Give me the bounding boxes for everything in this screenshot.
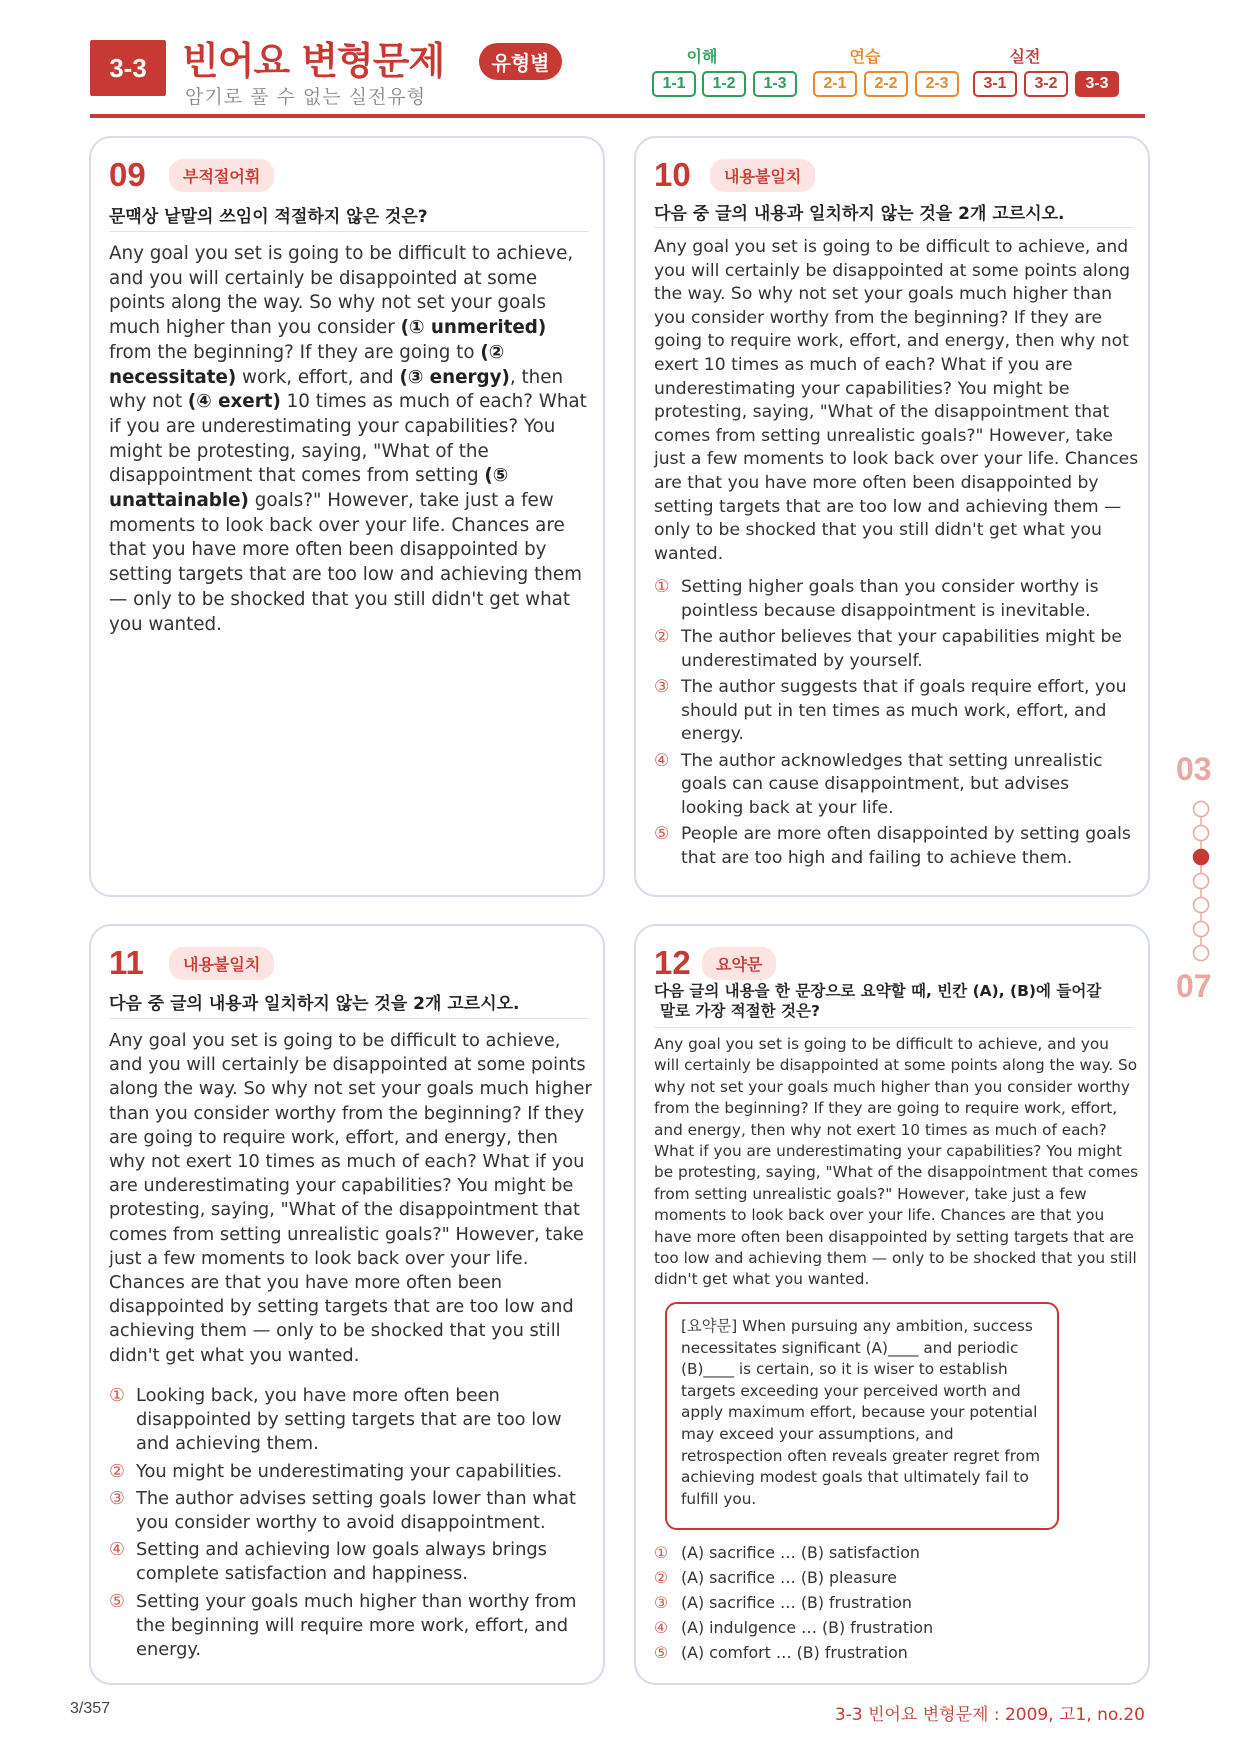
- step-button-2-1[interactable]: 2-1: [813, 71, 857, 97]
- option-number: ④: [654, 750, 670, 771]
- answer-options: [654, 1540, 1124, 1665]
- passage-text: Any goal you set is going to be difficult to achieve, and you will certainly be disappointed at some points along the way. So why not set your goals much higher than you consider worthy from the beginning? If they are going to require work, effort, and energy, then why not exert 10 times as much of each? What if you are underestimating your capabilities? You might be protesting, saying, "What of the disappointment that comes from setting unrealistic goals?" However, take just a few moments to look back over your life. Chances are that you have more often been disappointed by setting targets that are too low and achieving them — only to be shocked that you still didn't get what you wanted.: [654, 1035, 1139, 1289]
- answer-option[interactable]: [654, 676, 1134, 747]
- side-nav-end: 07: [1176, 968, 1212, 1004]
- page-title: 빈어요 변형문제: [182, 39, 445, 83]
- side-nav-dot[interactable]: [1194, 826, 1209, 841]
- question-prompt: 문맥상 낱말의 쓰임이 적절하지 않은 것은?: [109, 207, 428, 227]
- question-prompt-line: 말로 가장 적절한 것은?: [660, 1002, 820, 1020]
- option-text: You might be underestimating your capabilities.: [136, 1460, 563, 1482]
- passage-segment: , then why not: [109, 366, 564, 413]
- option-number: ⑤: [654, 824, 670, 844]
- answer-option[interactable]: [109, 1487, 589, 1535]
- passage-text: Any goal you set is going to be difficult to achieve, and you will certainly be disappointed at some points along the way. So why not set your goals much higher than you consider worthy from the beginning? If they are going to require work, effort, and energy, then why not exert 10 times as much of each? What if you are underestimating your capabilities? You might be protesting, saying, "What of the disappointment that comes from setting unrealistic goals?" However, take just a few moments to look back over your life. Chances are that you have more often been disappointed by setting targets that are too low and achieving them — only to be shocked that you still didn't get what you wanted.: [109, 1030, 592, 1366]
- option-text: The author advises setting goals lower than what you consider worthy to avoid disappointment.: [136, 1487, 576, 1534]
- side-nav-start: 03: [1176, 751, 1212, 787]
- side-nav-dot[interactable]: [1194, 922, 1209, 937]
- question-type-tag: 부적절어휘: [169, 159, 274, 192]
- stage-label: 이해: [686, 47, 718, 66]
- underlined-choice: (② necessitate): [109, 341, 505, 388]
- option-number: ③: [654, 1593, 669, 1612]
- page-number: 3/357: [70, 1700, 111, 1717]
- answer-option[interactable]: [654, 1615, 1124, 1640]
- side-nav-track: [1186, 800, 1216, 964]
- side-nav-dot[interactable]: [1194, 874, 1209, 889]
- answer-option[interactable]: [109, 1384, 589, 1457]
- answer-option[interactable]: [109, 1538, 589, 1586]
- option-text: (A) sacrifice … (B) frustration: [681, 1593, 912, 1612]
- question-prompt: 다음 중 글의 내용과 일치하지 않는 것을 2개 고르시오.: [109, 994, 520, 1014]
- question-type-tag: 내용불일치: [169, 947, 274, 980]
- option-text: The author acknowledges that setting unrealistic goals can cause disappointment, but advises looking back at your life.: [681, 750, 1103, 818]
- option-text: People are more often disappointed by setting goals that are too high and failing to achieve them.: [681, 824, 1131, 868]
- answer-options: [654, 576, 1134, 873]
- question-prompt: [654, 981, 1101, 1021]
- type-badge: 유형별: [479, 43, 562, 80]
- question-divider: [109, 1018, 589, 1019]
- question-prompt: 다음 중 글의 내용과 일치하지 않는 것을 2개 고르시오.: [654, 204, 1065, 224]
- question-divider: [654, 1027, 1134, 1028]
- underlined-choice: (① unmerited): [400, 317, 547, 339]
- option-text: The author believes that your capabilities might be underestimated by yourself.: [681, 627, 1122, 671]
- answer-option[interactable]: [109, 1460, 589, 1484]
- option-number: ④: [109, 1539, 125, 1561]
- option-text: (A) sacrifice … (B) satisfaction: [681, 1543, 920, 1562]
- stage-label: 실전: [1009, 47, 1041, 66]
- step-button-3-2[interactable]: 3-2: [1024, 71, 1068, 97]
- passage-text: Any goal you set is going to be difficult to achieve, and you will certainly be disappointed at some points along the way. So why not set your goals much higher than you consider worthy from the beginning? If they are going to require work, effort, and energy, then why not exert 10 times as much of each? What if you are underestimating your capabilities? You might be protesting, saying, "What of the disappointment that comes from setting unrealistic goals?" However, take just a few moments to look back over your life. Chances are that you have more often been disappointed by setting targets that are too low and achieving them — only to be shocked that you still didn't get what you wanted.: [654, 237, 1139, 564]
- question-number: 11: [109, 944, 144, 981]
- answer-option[interactable]: [654, 750, 1134, 821]
- answer-options: [109, 1384, 589, 1665]
- answer-option[interactable]: [654, 626, 1134, 673]
- option-number: ①: [109, 1385, 125, 1406]
- summary-box: [요약문] When pursuing any ambition, success necessitates significant (A)____ and periodic (B)____ is certain, so it is wiser to establish targets exceeding your perceived worth and apply maximum effort, because your potential may exceed your assumptions, and retrospection often reveals greater regret from achieving modest goals that ultimately fail to fulfill you.: [665, 1302, 1059, 1530]
- question-number: 10: [654, 156, 691, 193]
- option-number: ②: [109, 1460, 125, 1482]
- question-card-11: [89, 924, 605, 1685]
- step-button-3-1[interactable]: 3-1: [973, 71, 1017, 97]
- underlined-choice: (④ exert): [187, 391, 281, 413]
- option-number: ⑤: [109, 1590, 125, 1612]
- step-button-1-1[interactable]: 1-1: [652, 71, 696, 97]
- answer-option[interactable]: [109, 1590, 589, 1663]
- question-type-tag: 요약문: [702, 947, 776, 980]
- answer-option[interactable]: [654, 1590, 1124, 1615]
- answer-option[interactable]: [654, 1640, 1124, 1665]
- side-nav-dot[interactable]: [1194, 898, 1209, 913]
- step-button-2-2[interactable]: 2-2: [864, 71, 908, 97]
- passage-segment: goals?" However, take just a few moments to look back over your life. Chances are that you have more often been disappointed by setting targets that are too low and achieving them — only to be shocked that you still didn't get what you wanted.: [109, 490, 582, 635]
- option-number: ②: [654, 1568, 669, 1587]
- passage-segment: 10 times as much of each? What if you are underestimating your capabilities? You might be protesting, saying, "What of the disappointment that comes from setting: [109, 391, 587, 487]
- answer-option[interactable]: [654, 1565, 1124, 1590]
- answer-option[interactable]: [654, 823, 1134, 870]
- question-card-10: [634, 136, 1150, 897]
- stage-label: 연습: [849, 47, 881, 66]
- unit-badge: 3-3: [90, 40, 166, 96]
- side-nav-dot[interactable]: [1194, 802, 1209, 817]
- option-number: ④: [654, 1618, 669, 1637]
- option-number: ③: [109, 1487, 125, 1509]
- step-button-2-3[interactable]: 2-3: [915, 71, 959, 97]
- option-text: (A) indulgence … (B) frustration: [681, 1618, 934, 1637]
- option-number: ①: [654, 577, 670, 597]
- passage-segment: Any goal you set is going to be difficult to achieve, and you will certainly be disappointed at some points along the way. So why not set your goals much higher than you consider: [109, 243, 574, 339]
- question-divider: [109, 231, 589, 232]
- answer-option[interactable]: [654, 1540, 1124, 1565]
- underlined-choice: (③ energy): [399, 366, 510, 388]
- question-card-12: [634, 924, 1150, 1685]
- option-number: ③: [654, 677, 670, 697]
- passage-segment: from the beginning? If they are going to: [109, 341, 481, 363]
- step-button-1-3[interactable]: 1-3: [753, 71, 797, 97]
- passage-segment: work, effort, and: [236, 366, 400, 388]
- side-nav-dot-active[interactable]: [1194, 850, 1209, 865]
- option-text: (A) comfort … (B) frustration: [681, 1643, 908, 1662]
- question-divider: [654, 227, 1134, 228]
- source-reference: 3-3 빈어요 변형문제 : 2009, 고1, no.20: [834, 1705, 1145, 1725]
- option-text: Setting your goals much higher than worthy from the beginning will require more work, effort, and energy.: [136, 1590, 577, 1661]
- step-button-3-3[interactable]: 3-3: [1075, 71, 1119, 97]
- option-text: Setting higher goals than you consider worthy is pointless because disappointment is inevitable.: [681, 577, 1099, 621]
- option-number: ①: [654, 1543, 669, 1562]
- option-text: Looking back, you have more often been disappointed by setting targets that are too low and achieving them.: [136, 1385, 562, 1455]
- step-button-1-2[interactable]: 1-2: [702, 71, 746, 97]
- underlined-choice: (⑤ unattainable): [109, 465, 509, 512]
- question-card-09: [89, 136, 605, 897]
- option-text: (A) sacrifice … (B) pleasure: [681, 1568, 897, 1587]
- question-number: 09: [109, 156, 146, 193]
- option-number: ⑤: [654, 1643, 669, 1662]
- header-divider: [90, 114, 1145, 118]
- answer-option[interactable]: [654, 576, 1134, 623]
- passage-text: [109, 242, 594, 637]
- side-nav-dot[interactable]: [1194, 946, 1209, 961]
- option-text: The author suggests that if goals require effort, you should put in ten times as much work, effort, and energy.: [681, 677, 1127, 744]
- question-type-tag: 내용불일치: [710, 159, 815, 192]
- question-prompt-line: 다음 글의 내용을 한 문장으로 요약할 때, 빈칸 (A), (B)에 들어갈: [654, 982, 1102, 1000]
- option-number: ②: [654, 627, 670, 647]
- option-text: Setting and achieving low goals always brings complete satisfaction and happiness.: [136, 1539, 547, 1585]
- page-subtitle: 암기로 풀 수 없는 실전유형: [185, 86, 427, 108]
- question-number: 12: [654, 944, 691, 981]
